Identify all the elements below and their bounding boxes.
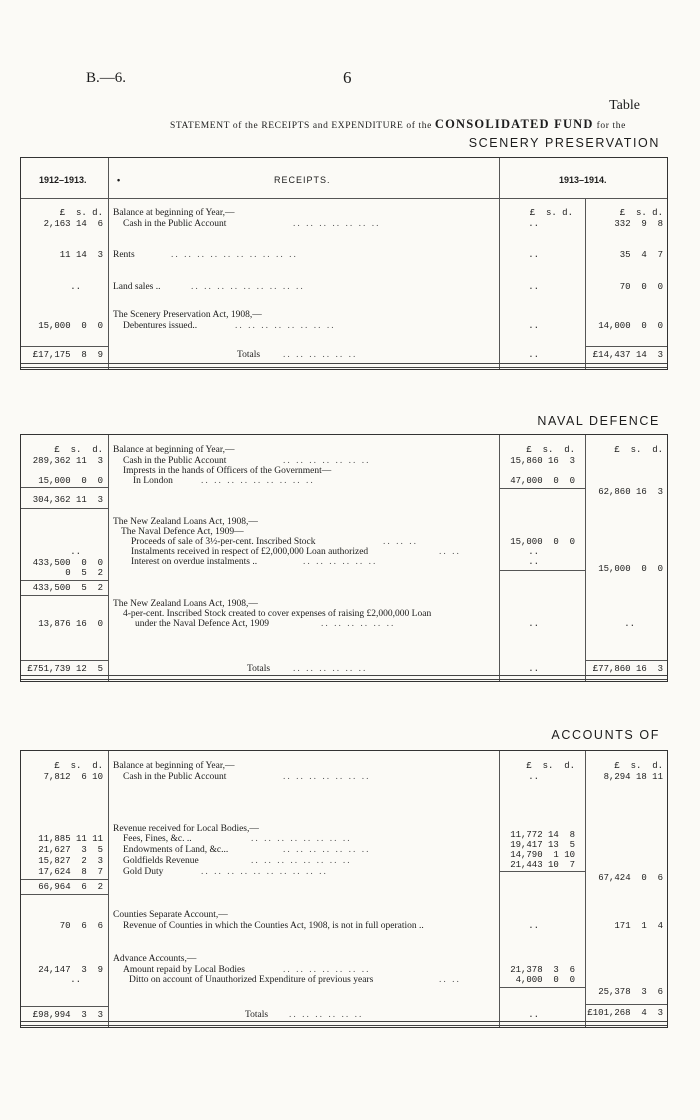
- accounts-desc4: Fees, Fines, &c. ..: [123, 834, 192, 844]
- accounts-mid7: 21,378 3 6: [510, 965, 575, 975]
- accounts-right4: 25,378 3 6: [598, 987, 663, 997]
- scenery-row4-desc: The Scenery Preservation Act, 1908,—: [113, 310, 262, 320]
- mid-currency-label: £ s. d.: [529, 208, 573, 218]
- fund-name: CONSOLIDATED FUND: [434, 117, 594, 131]
- header-bullet: •: [117, 175, 121, 185]
- naval-mid4: ..: [528, 547, 539, 557]
- accounts-total-left: £98,994 3 3: [32, 1010, 103, 1020]
- naval-line6: 0 5 2: [65, 568, 103, 578]
- scenery-row2-mid: ..: [528, 250, 539, 260]
- scenery-total-1912: £17,175 8 9: [32, 350, 103, 360]
- naval-line2: 15,000 0 0: [38, 476, 103, 486]
- leader-dots: .. .. .. .. .. .. ..: [283, 845, 371, 855]
- leader-dots: .. .. .. .. .. .. .. .. .. ..: [201, 867, 328, 877]
- right-currency-label: £ s. d.: [619, 208, 663, 218]
- accounts-mid1: ..: [528, 772, 539, 782]
- accounts-mid4: 14,790 1 10: [510, 850, 575, 860]
- accounts-mid2: 11,772 14 8: [510, 830, 575, 840]
- header-1912-1913: 1912–1913.: [39, 175, 87, 185]
- leader-dots: .. .. .. .. .. .. .. ..: [235, 321, 336, 331]
- leader-dots: .. .. .. .. .. ..: [283, 350, 358, 360]
- scenery-row1-1912: 2,163 14 6: [43, 219, 103, 229]
- scenery-section-title: SCENERY PRESERVATION: [468, 136, 660, 150]
- scenery-row3-1913: 70 0 0: [619, 282, 663, 292]
- naval-desc2: Cash in the Public Account: [123, 456, 227, 466]
- naval-table: [20, 434, 668, 682]
- naval-desc3: Imprests in the hands of Officers of the Government—: [123, 466, 332, 476]
- accounts-right2: 67,424 0 6: [598, 873, 663, 883]
- accounts-total-right: £101,268 4 3: [587, 1008, 663, 1018]
- accounts-right1: 8,294 18 11: [603, 772, 663, 782]
- naval-line1: 289,362 11 3: [32, 456, 103, 466]
- accounts-mid5: 21,443 10 7: [510, 860, 575, 870]
- naval-desc1: Balance at beginning of Year,—: [113, 445, 235, 455]
- accounts-right-currency: £ s. d.: [614, 761, 663, 771]
- naval-right3: ..: [624, 619, 635, 629]
- scenery-row3-mid: ..: [528, 282, 539, 292]
- naval-desc12: under the Naval Defence Act, 1909: [135, 619, 270, 629]
- naval-line8: 13,876 16 0: [38, 619, 103, 629]
- accounts-section-title: ACCOUNTS OF: [551, 728, 660, 742]
- accounts-desc12: Ditto on account of Unauthorized Expenditure of previous years: [129, 975, 374, 985]
- scenery-row3-desc: Land sales ..: [113, 282, 161, 292]
- naval-line4: ..: [70, 547, 81, 557]
- naval-mid1: 15,860 16 3: [510, 456, 575, 466]
- accounts-desc6: Goldfields Revenue: [123, 856, 199, 866]
- leader-dots: .. .. .. .. .. ..: [321, 619, 396, 629]
- accounts-line6: 66,964 6 2: [38, 882, 103, 892]
- left-currency-label: £ s. d.: [59, 208, 103, 218]
- accounts-desc9: Revenue of Counties in which the Counties Act, 1908, is not in full operation ..: [123, 921, 424, 931]
- naval-left-currency: £ s. d.: [54, 445, 103, 455]
- accounts-line4: 15,827 2 3: [38, 856, 103, 866]
- leader-dots: .. .. .. .. .. ..: [293, 664, 368, 674]
- accounts-line9: ..: [70, 975, 81, 985]
- naval-desc8: Instalments received in respect of £2,000,000 Loan authorized: [131, 547, 369, 557]
- naval-desc9: Interest on overdue instalments ..: [131, 557, 258, 567]
- naval-total-left: £751,739 12 5: [27, 664, 103, 674]
- scenery-row1-mid: ..: [528, 219, 539, 229]
- scenery-row3-1912: ..: [70, 282, 81, 292]
- naval-desc7: Proceeds of sale of 3½-per-cent. Inscribed Stock: [131, 537, 316, 547]
- accounts-desc11: Amount repaid by Local Bodies: [123, 965, 245, 975]
- naval-line5: 433,500 0 0: [32, 558, 103, 568]
- accounts-right3: 171 1 4: [614, 921, 663, 931]
- naval-line3: 304,362 11 3: [32, 495, 103, 505]
- leader-dots: .. .. .. .. .. ..: [303, 557, 378, 567]
- naval-desc4: In London: [133, 476, 173, 486]
- statement-heading: [170, 117, 626, 132]
- page-number: 6: [343, 68, 352, 87]
- naval-total-mid: ..: [528, 664, 539, 674]
- scenery-total-1913: £14,437 14 3: [592, 350, 663, 360]
- naval-mid2: 47,000 0 0: [510, 476, 575, 486]
- leader-dots: .. ..: [439, 975, 461, 985]
- accounts-table: [20, 750, 668, 1028]
- header-1913-1914: 1913–1914.: [559, 175, 607, 185]
- leader-dots: .. .. .. .. .. .. .. .. ..: [201, 476, 315, 486]
- accounts-desc7: Gold Duty: [123, 867, 164, 877]
- accounts-mid6: ..: [528, 921, 539, 931]
- accounts-desc10: Advance Accounts,—: [113, 954, 197, 964]
- scenery-row4-mid: ..: [528, 321, 539, 331]
- naval-right2: 15,000 0 0: [598, 564, 663, 574]
- leader-dots: .. .. ..: [383, 537, 418, 547]
- table-label: Table: [609, 98, 640, 113]
- leader-dots: .. .. .. .. .. .. ..: [293, 219, 381, 229]
- accounts-mid3: 19,417 13 5: [510, 840, 575, 850]
- leader-dots: .. .. .. .. .. .. .. ..: [251, 856, 352, 866]
- leader-dots: .. ..: [439, 547, 461, 557]
- statement-suffix: for the: [596, 121, 626, 131]
- accounts-desc5: Endowments of Land, &c...: [123, 845, 229, 855]
- scenery-total-mid: ..: [528, 350, 539, 360]
- naval-mid6: ..: [528, 619, 539, 629]
- leader-dots: .. .. .. .. .. .. .. ..: [251, 834, 352, 844]
- naval-total-right: £77,860 16 3: [592, 664, 663, 674]
- leader-dots: .. .. .. .. .. ..: [289, 1010, 364, 1020]
- leader-dots: .. .. .. .. .. .. .. .. .. ..: [171, 250, 298, 260]
- naval-desc10: The New Zealand Loans Act, 1908,—: [113, 599, 258, 609]
- accounts-line2: 11,885 11 11: [38, 834, 103, 844]
- accounts-line3: 21,627 3 5: [38, 845, 103, 855]
- scenery-row4-sub: Debentures issued..: [123, 321, 198, 331]
- accounts-line8: 24,147 3 9: [38, 965, 103, 975]
- scenery-table: [20, 157, 668, 370]
- accounts-desc3: Revenue received for Local Bodies,—: [113, 824, 259, 834]
- accounts-mid8: 4,000 0 0: [515, 975, 575, 985]
- scenery-row1-sub: Cash in the Public Account: [123, 219, 227, 229]
- scenery-totals-label: Totals: [237, 350, 261, 360]
- naval-desc5: The New Zealand Loans Act, 1908,—: [113, 517, 258, 527]
- scenery-row1-desc: Balance at beginning of Year,—: [113, 208, 235, 218]
- header-receipts: RECEIPTS.: [274, 175, 331, 185]
- naval-totals-label: Totals: [247, 664, 271, 674]
- leader-dots: .. .. .. .. .. .. ..: [283, 772, 371, 782]
- naval-desc11: 4-per-cent. Inscribed Stock created to cover expenses of raising £2,000,000 Loan: [123, 609, 432, 619]
- statement-prefix: STATEMENT of the RECEIPTS and EXPENDITURE of the: [170, 121, 432, 131]
- accounts-mid-currency: £ s. d.: [526, 761, 575, 771]
- naval-right1: 62,860 16 3: [598, 487, 663, 497]
- naval-desc6: The Naval Defence Act, 1909—: [121, 527, 244, 537]
- accounts-desc8: Counties Separate Account,—: [113, 910, 228, 920]
- accounts-desc1: Balance at beginning of Year,—: [113, 761, 235, 771]
- accounts-totals-label: Totals: [245, 1010, 269, 1020]
- naval-mid3: 15,000 0 0: [510, 537, 575, 547]
- scenery-row2-desc: Rents: [113, 250, 135, 260]
- scenery-row2-1913: 35 4 7: [619, 250, 663, 260]
- naval-section-title: NAVAL DEFENCE: [537, 414, 660, 428]
- leader-dots: .. .. .. .. .. .. .. .. ..: [191, 282, 305, 292]
- accounts-line5: 17,624 8 7: [38, 867, 103, 877]
- leader-dots: .. .. .. .. .. .. ..: [283, 456, 371, 466]
- naval-mid5: ..: [528, 557, 539, 567]
- naval-right-currency: £ s. d.: [614, 445, 663, 455]
- scenery-row4-1913: 14,000 0 0: [598, 321, 663, 331]
- scenery-row4-1912: 15,000 0 0: [38, 321, 103, 331]
- leader-dots: .. .. .. .. .. .. ..: [283, 965, 371, 975]
- page-identifier: B.—6.: [86, 70, 127, 86]
- accounts-line1: 7,812 6 10: [43, 772, 103, 782]
- scenery-row2-1912: 11 14 3: [59, 250, 103, 260]
- accounts-line7: 70 6 6: [59, 921, 103, 931]
- naval-mid-currency: £ s. d.: [526, 445, 575, 455]
- naval-line7: 433,500 5 2: [32, 583, 103, 593]
- scenery-row1-1913: 332 9 8: [614, 219, 663, 229]
- accounts-desc2: Cash in the Public Account: [123, 772, 227, 782]
- accounts-left-currency: £ s. d.: [54, 761, 103, 771]
- accounts-total-mid: ..: [528, 1010, 539, 1020]
